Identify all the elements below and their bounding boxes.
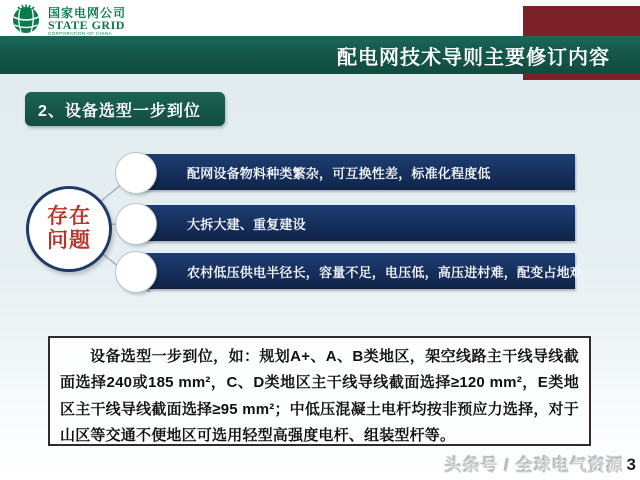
globe-icon: [10, 3, 42, 40]
logo-cn-name: 国家电网公司: [48, 5, 127, 20]
issue-1-text: 配网设备物料种类繁杂，可互换性差，标准化程度低: [187, 165, 491, 181]
watermark-text: 头条号 / 全球电气资源: [444, 456, 624, 475]
section-title-pill: [25, 92, 225, 126]
slide-title: 配电网技术导则主要修订内容: [337, 46, 610, 69]
node-circle-3: [115, 251, 157, 293]
page-number: 3: [626, 455, 636, 474]
logo-text: [48, 7, 126, 37]
issue-banner-2: [135, 205, 575, 241]
section-title: 2、设备选型一步到位: [38, 102, 201, 120]
state-grid-logo: [10, 3, 126, 40]
logo-subtitle: CORPORATION OF CHINA: [48, 30, 112, 36]
issue-2-text: 大拆大建、重复建设: [187, 216, 306, 232]
summary-text: 设备选型一步到位，如：规划A+、A、B类地区，架空线路主干线导线截面选择240或185 mm²，C、D类地区主干线导线截面选择≥120 mm²，E类地区主干线导线截面选择≥95 mm²；中低压混凝土电杆均按非预应力选择，对于山区等交通不便地区可选用轻型高强度电杆、组装型杆等。: [60, 348, 579, 444]
issue-3-text: 农村低压供电半径长，容量不足，电压低，高压进村难，配变占地难。: [187, 264, 597, 280]
issue-banner-1: [135, 154, 575, 190]
summary-box: [48, 336, 591, 446]
problem-circle: [26, 186, 112, 272]
problem-label-line1: 存在: [47, 204, 91, 228]
problem-label-line2: 问题: [47, 229, 91, 252]
title-bar: [0, 36, 640, 74]
logo-en-name: STATE GRID: [48, 18, 125, 33]
node-circle-2: [115, 203, 157, 245]
issue-banner-3: [135, 253, 597, 289]
node-circle-1: [115, 152, 157, 194]
